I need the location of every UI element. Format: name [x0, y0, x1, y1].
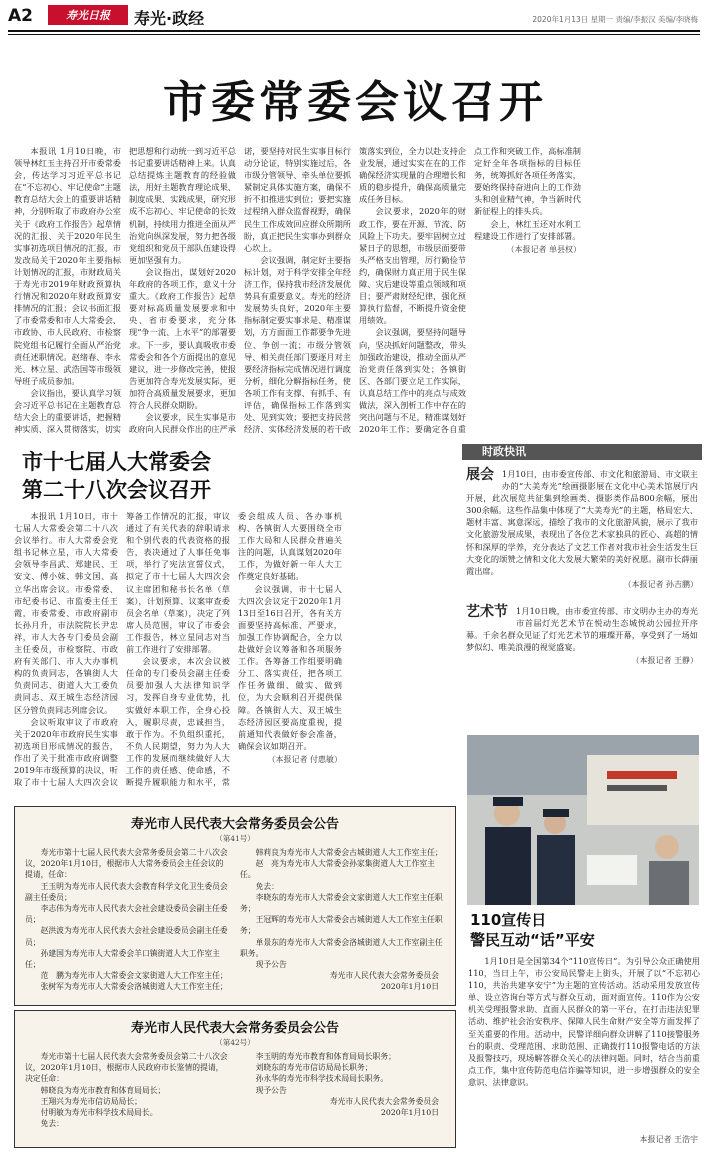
npc-headline-line1: 市十七届人大常委会	[22, 450, 211, 474]
announcement-date: 2020年1月10日	[380, 1108, 439, 1118]
photo-story-text: 1月10日是全国第34个“110宣传日”。为引导公众正确使用110，当日上午，市公安局民警走上街头，开展了以“不忘初心110，共治共建享安宁”为主题的宣传活动。活动采用发放宣传单、设立咨询台等方式与群众互动，面对面宣传。110作为公安机关受理报警求助、直面人民群众的第一平台，在打击违法犯罪活动、维护社会治安秩序、保障人民生命财产安全等方面发挥了至关重要的作用。活动中，民警详细向群众讲解了110接警服务台的职责、受理范围、求助范围、正确拨打110报警电话的方法及报警技巧，现场解答群众关心的法律问题。同时，结合当前重点工作，集中宣传防范电信诈骗等知识，进一步增强群众的安全意识、法律意识。	[468, 956, 700, 1087]
announcement-line: 孙建国为寿光市人大常委会羊口镇街道人大工作室主任；	[25, 948, 220, 970]
announcement-column-left	[25, 1051, 230, 1129]
dateline: 2020年1月13日 星期一 责编/李振汉 美编/李晓梅	[532, 15, 698, 24]
announcement-issuer: 寿光市人民代表大会常务委员会	[329, 1096, 439, 1106]
lead-byline: （本报记者 单县权）	[506, 244, 581, 254]
announcement-42	[14, 1010, 456, 1148]
photo-headline-line1: 110宣传日	[470, 911, 547, 929]
announcement-line: 范 鹏为寿光市人大常委会文家街道人大工作室主任；	[40, 971, 228, 981]
paper-logo	[48, 5, 128, 25]
announcement-line: 孙永华的寿光市科学技术局局长职务。	[255, 1074, 389, 1084]
announcement-line: 李晓东的寿光市人大常委会文家街道人大工作室主任职务；	[240, 892, 443, 914]
flash-item-festival	[466, 605, 698, 667]
npc-paragraph: 会议要求，本次会议被任命的专门委员会副主任委员要加强人大法律知识学习，发挥自身专业优势，扎实做好本职工作，全身心投入，履职尽责，忠诚担当，敢于作为。不负组织重托，不负人民期望，努力为人大工作的发展而继续做好人大工作的责任感、使命感，不断提升履职能力和水平，常委会组成人员、各办事机构、各镇街人大要围绕全市工作大局和人民群众普遍关注的问题，认真谋划2020年工作，为做好新一年人大工作奠定良好基础。	[126, 511, 342, 788]
flash-keyword: 艺术节	[466, 603, 508, 620]
npc-paragraph: 会议强调，市十七届人大四次会议定于2020年1月13日至16日召开，各有关方面要坚持高标准、严要求，加强工作协调配合，全力以赴做好会议筹备和各项服务工作。各筹备工作组要明确分工、落实责任，把各项工作任务做细、做实、做到位，为大会顺利召开提供保障。各镇街人大、双王城生态经济园区要高度重视，提前通知代表做好参会准备，确保会议如期召开。	[238, 583, 342, 751]
flash-keyword: 展会	[466, 467, 494, 483]
flash-item-exhibition	[466, 468, 698, 591]
announcement-41	[14, 806, 456, 1006]
announcement-issuer: 寿光市人民代表大会常务委员会	[329, 971, 439, 981]
lead-paragraph: 会议要求，民生实事是市政府向人民群众作出的庄严承诺，要坚持对民生实事目标行动分论证，特别实施过后，各市级分管领导、牵头单位要抓紧制定具体实施方案，确保不折不扣推进实到位；要把实施过程纳入群众监督视野，确保民生工作成效回应群众所期所盼，真正把民生实事办到群众心坎上。	[129, 146, 351, 435]
npc-byline: （本报记者 付惠敏）	[267, 754, 342, 764]
lead-paragraph: 本报讯 1月10日晚，市领导林红玉主持召开市委常委会，传达学习习近平总书记在“不忘初心、牢记使命”主题教育总结大会上的重要讲话精神，分别听取了市政府办公室关于《政府工作报告》起草情况的汇报、关于2020年民生实事初选项目情况的汇报，市发改局关于2020年主要指标计划情况的汇报，市财政局关于寿光市2019年财政预算执行情况和2020年财政预算安排情况的汇报；会议书面汇报了市委常委和市人大常委会、市政协、市人民政府、市检察院党组书记履行全面从严治党责任述职情况。赵绪春、李永光、林立星、武浩国等市级领导班子成员参加。	[14, 146, 121, 386]
npc-paragraph: 本报讯 1月10日，市十七届人大常委会第二十八次会议举行。市人大常委会党组书记林立星，市人大常委会领导李昌武、郑建民、王安文、傅小妹、韩文国、高立华出席会议。市委常委、市纪委书记、市监委主任王霞，市委常委、市政府副市长孙月升，市法院院长尹忠祥，市人大各专门委员会副主任委员，市检察院、市政府有关部门、市人大办事机构的负责同志，各镇街人大负责同志、街道人大工委负责同志、双王城生态经济园区分管负责同志列席会议。	[14, 511, 118, 715]
page-number: A2	[8, 6, 33, 26]
announcement-line: 免去：	[40, 1119, 64, 1129]
flash-item-text: 1月10日晚，由市委宣传部、市文明办主办的寿光市首届灯光艺术节在悦动生态城悦动公园拉开序幕。千余名群众见证了灯光艺术节的璀璨开幕，享受到了一场如梦似幻、唯美浪漫的视觉盛宴。	[466, 605, 698, 653]
announcement-number: （第41号）	[215, 834, 255, 843]
flash-item-text: 1月10日，由市委宣传部、市文化和旅游局、市文联主办的“大美寿光”绘画摄影展在文化中心美术馆展厅内开展，此次展览共征集到绘画类、摄影类作品800余幅，展出300余幅。这些作品集中体现了“大美寿光”的主题，格局宏大、题材丰富、寓意深远，描绘了我市的文化旅游风貌，展示了我市文化旅游发展成果，表现出了各位艺术家独具的匠心、高超的情怀和深厚的学养，充分表达了文艺工作者对我市社会生活发生巨大变化的颂赞之情和文化大发展大繁荣的美好祝愿。副市长薛丽霞出席。	[466, 469, 698, 576]
announcement-line: 现予公告	[255, 960, 287, 970]
section-title: 寿光·政经	[134, 9, 205, 28]
npc-headline	[22, 448, 452, 504]
announcement-line: 李玉明的寿光市教育和体育局局长职务；	[255, 1052, 396, 1061]
announcement-title: 寿光市人民代表大会常务委员会公告	[130, 817, 339, 832]
announcement-line: 韩莉良为寿光市人大常委会古城街道人大工作室主任；	[255, 848, 443, 857]
announcement-line: 付明敏为寿光市科学技术局局长。	[40, 1108, 158, 1118]
paper-name: 寿光日报	[66, 9, 110, 22]
announcement-line: 现予公告	[255, 1085, 287, 1095]
announcement-line: 单景东的寿光市人大常委会洛城街道人大工作室副主任职务。	[240, 937, 443, 958]
announcement-line: 王冠辉的寿光市人大常委会古城街道人大工作室主任职务；	[240, 915, 443, 936]
lead-paragraph: 会议指出，要认真学习领会习近平总书记在主题教育总结大会上的重要讲话，把握精神实质、深入贯彻落实，切实把思想和行动统一到习近平总书记重要讲话精神上来。认真总结提炼主题教育的经验做法，用好主题教育理论成果、制度成果、实践成果，研究形成不忘初心、牢记使命的长效机制，持续用力推进全面从严治党向纵深发展，努力把各级党组织和党员干部队伍建设得更加坚强有力。	[14, 146, 236, 435]
announcement-line: 刘晓东的寿光市信访局局长职务；	[255, 1063, 373, 1073]
announcement-line: 赵 亮为寿光市人大常委会孙家集街道人大工作室主任。	[240, 859, 435, 880]
lead-paragraph: 会议指出，谋划好2020年政府的各项工作，意义十分重大。《政府工作报告》起草要对标高质量发展要求和中央、省市委要求，充分体现“争一流、上水平”的部署要求。下一步，要认真吸收市委常委会和各个方面提出的意见建议，进一步修改完善，使报告更加符合寿光发展实际，更加符合高质量发展要求，更加符合人民群众期盼。	[129, 266, 236, 410]
announcement-number: （第42号）	[215, 1038, 255, 1047]
announcement-line: 寿光市第十七届人民代表大会常务委员会第二十八次会议，2020年1月10日，根据市人大常务委员会主任会议的提请，任命：	[25, 848, 228, 880]
photo-story-headline	[470, 910, 702, 950]
lead-paragraph: 会议强调，要坚持问题导向，坚决抓好问题整改，带头加强政治建设，推动全面从严治党责任落到实处；各镇街区、各部门要立足工作实际，认真总结工作中的亮点与成效做法，深入剖析工作中存在的突出问题与不足，精准谋划好2020年工作；要确定各自重点工作和突破工作，高标准制定好全年各项指标的目标任务，统筹抓好各项任务落实，要始终保持奋进向上的工作劲头和创业精气神，争当新时代新征程上的排头兵。	[359, 146, 581, 435]
announcement-line: 王玉明为寿光市人民代表大会教育科学文化卫生委员会副主任委员；	[25, 881, 228, 902]
flash-byline: （本报记者 王静）	[631, 656, 698, 666]
lead-headline: 市委常委会议召开	[163, 77, 547, 128]
announcement-line: 王翔兴为寿光市信访局局长；	[40, 1096, 142, 1106]
announcement-line: 张树军为寿光市人大常委会洛城街道人大工作室主任；	[40, 982, 228, 992]
announcement-column-right	[240, 1051, 445, 1129]
npc-article-body	[14, 510, 454, 800]
flash-byline: （本报记者 孙吉鹏）	[623, 579, 698, 589]
announcement-line: 寿光市第十七届人民代表大会常务委员会第二十八次会议，2020年1月10日，根据市人民政府市长鉴情的提请，决定任命：	[25, 1052, 228, 1084]
announcement-line: 李志伟为寿光市人民代表大会社会建设委员会副主任委员；	[25, 904, 228, 925]
news-flash-body	[466, 468, 698, 667]
header-rule	[8, 30, 700, 32]
lead-paragraph: 会议要求，2020年的财政工作，要在开源、节流、防风险上下功夫。要牢固树立过紧日子的思想，市级层面要带头严格支出管理，厉行勤俭节约，确保财力真正用于民生保障、灾后建设等重点领域和项目；要严肃财经纪律，强化预算执行监督，不断提升资金使用绩效。	[359, 206, 466, 326]
photo-headline-line2: 警民互动“话”平安	[470, 931, 595, 949]
lead-article-body	[14, 145, 696, 445]
photo-story-byline: 本报记者 王浩宇	[639, 1135, 698, 1144]
announcement-line: 韩晓良为寿光市教育和体育局局长；	[40, 1085, 166, 1095]
announcement-line: 免去：	[255, 881, 279, 891]
header-rule-thin	[8, 34, 700, 35]
lead-paragraph: 会上，林红玉还对水利工程建设工作进行了安排部署。	[474, 218, 581, 241]
photo-story-body	[468, 955, 700, 1088]
announcement-date: 2020年1月10日	[380, 982, 439, 992]
announcement-line: 赵洪波为寿光市人民代表大会社会建设委员会副主任委员；	[25, 926, 228, 947]
announcement-column-left	[25, 847, 230, 993]
npc-paragraph: 会议听取审议了市政府关于2020年市政府民生实事初选项目形成情况的报告，作出了关于批准市政府调整2019年市级预算的决议，听取了市十七届人大四次会议筹备工作情况的汇报，审议通过了有关代表的辞职请求和个别代表的代表资格的报告，表决通过了人事任免事项，举行了宪法宣誓仪式，拟定了市十七届人大四次会议主席团和秘书长名单（草案），计划预算、议案审查委员会名单（草案），决定了列席人员范围，审议了市委会工作报告，林立星同志对当前工作进行了安排部署。	[14, 511, 230, 788]
police-photo-illustration	[467, 735, 699, 905]
npc-headline-line2: 第二十八次会议召开	[22, 478, 211, 502]
news-flash-label: 时政快讯	[482, 445, 526, 458]
announcement-title: 寿光市人民代表大会常务委员会公告	[130, 1021, 339, 1036]
announcement-column-right	[240, 847, 445, 993]
lead-paragraph: 会议强调，制定好主要指标计划，对于科学安排全年经济工作，保持我市经济发展优势具有重要意义。寿光的经济发展势头良好，2020年主要指标制定要实事求是、精准谋划，方方面面工作都要争先进位、争创一流；市级分管领导、相关责任部门要逐月对主要经济指标完成情况进行调度分析，细化分解指标任务，使各项工作有支撑、有抓手、有评估，确保指标工作落到实处、见到实效；要把支持民营经济、实体经济发展的若干政策落实到位，全力以赴支持企业发展，通过实实在在的工作确保经济实现量的合理增长和质的稳步提升，确保高质量完成任务目标。	[244, 146, 466, 435]
news-photo	[467, 735, 699, 905]
